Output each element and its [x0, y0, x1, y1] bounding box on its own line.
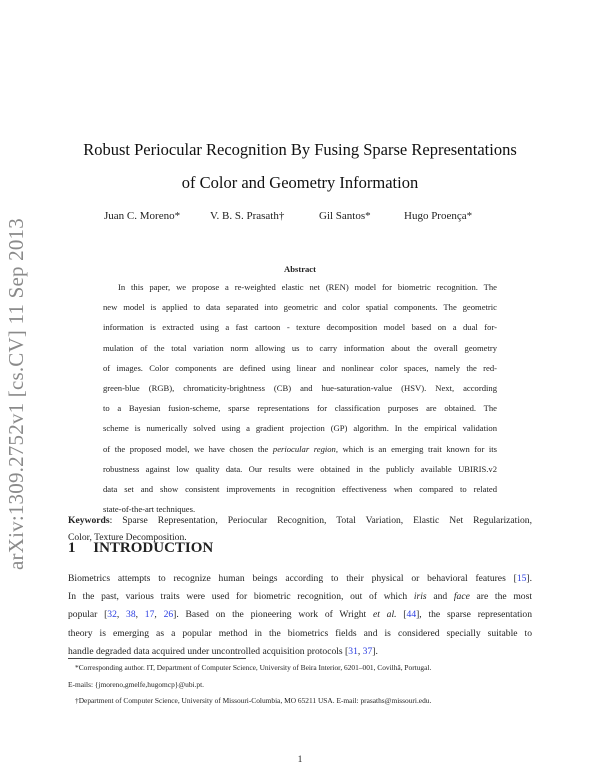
text-segment: [ — [396, 609, 407, 621]
text-segment: mulation of the total variation norm allowing us to carry information about the overall geometry — [103, 342, 497, 353]
section-title: INTRODUCTION — [93, 540, 214, 556]
text-line — [68, 645, 378, 658]
text-line — [103, 321, 497, 333]
text-segment: green-blue (RGB), chromaticity-brightness (CB) and hue-saturation-value (HSV). Next, according — [103, 383, 497, 393]
section-number: 1 — [68, 540, 76, 556]
text-segment: In the past, various traits were used for biometric recognition, out of which — [68, 591, 414, 603]
text-segment: and — [426, 591, 454, 603]
text-segment: of images. Color components are defined using linear and nonlinear color spaces, namely the red- — [103, 362, 497, 373]
text-segment: popular [ — [68, 609, 108, 621]
text-segment: iris — [413, 591, 427, 603]
text-line — [103, 362, 497, 374]
text-segment: new model is applied to data separated into geometric and color spatial components. The geometric — [103, 302, 497, 313]
text-segment: In this paper, we propose a re-weighted elastic net (REN) model for biometric recognition. The — [118, 282, 497, 292]
citation-link[interactable]: 17 — [144, 609, 155, 621]
page-number: 1 — [297, 754, 303, 765]
text-line — [68, 514, 532, 527]
arxiv-stamp: arXiv:1309.2752v1 [cs.CV] 11 Sep 2013 — [4, 218, 28, 570]
text-segment: Biometrics attempts to recognize human beings according to their physical or behavioral features — [68, 573, 514, 584]
citation-link[interactable]: 44 — [406, 609, 417, 621]
author: V. B. S. Prasath† — [210, 210, 285, 222]
text-segment: scheme is numerically solved using a gradient projection (GP) algorithm. In the empirical validation — [103, 423, 497, 434]
text-segment: et al. — [372, 609, 397, 621]
section-heading — [68, 540, 213, 557]
text-segment: information is extracted using a fast cartoon - texture decomposition model based on a dual for- — [103, 322, 497, 333]
citation-link[interactable]: 37 — [362, 645, 373, 657]
paper-title-line-1: Robust Periocular Recognition By Fusing Sparse Representations — [83, 140, 517, 159]
text-segment: data set and show consistent improvements in recognition effectiveness when compared to related — [103, 484, 497, 494]
text-segment: ]. — [526, 573, 532, 584]
text-line — [68, 680, 204, 690]
text-line — [75, 663, 431, 673]
author: Juan C. Moreno* — [104, 210, 181, 222]
text-segment: Color, Texture Decomposition. — [68, 532, 187, 543]
citation-link[interactable]: 15 — [516, 573, 527, 584]
text-segment: ], the sparse representation — [416, 609, 533, 621]
text-segment: , — [116, 609, 127, 621]
text-segment: , — [154, 609, 164, 621]
text-segment: of the proposed model, we have chosen the — [103, 443, 273, 454]
citation-link[interactable]: 26 — [163, 609, 174, 621]
text-line — [103, 443, 497, 455]
text-segment: robustness against low quality data. Our results were obtained in the publicly available UBIRIS.v2 — [103, 463, 497, 474]
text-segment: [ — [513, 573, 517, 584]
text-line — [103, 402, 497, 414]
text-line — [103, 483, 497, 495]
text-segment: ]. — [372, 645, 378, 657]
text-segment: theory is emerging as a popular method in the biometrics fields and is considered specially suitable to — [68, 627, 532, 639]
text-segment: , — [135, 609, 145, 621]
author: Gil Santos* — [319, 210, 371, 222]
text-segment: face — [453, 591, 470, 603]
abstract-heading: Abstract — [284, 264, 316, 274]
text-line — [103, 422, 497, 434]
text-segment: to a Bayesian fusion-scheme, sparse representations for classification purposes are obtained. The — [103, 403, 497, 414]
text-segment: periocular region — [272, 443, 336, 454]
text-segment: state-of-the-art techniques. — [103, 504, 196, 515]
text-segment: , which is an emerging trait known for its — [335, 443, 498, 454]
text-line — [103, 342, 497, 354]
text-line — [68, 608, 532, 621]
author: Hugo Proença* — [404, 210, 473, 222]
text-line — [68, 627, 532, 640]
text-segment: : Sparse Representation, Periocular Recognition, Total Variation, Elastic Net Regularization, — [109, 515, 532, 526]
text-segment: handle degraded data acquired under uncontrolled acquisition protocols [ — [68, 645, 349, 657]
text-line — [68, 590, 532, 603]
citation-link[interactable]: 32 — [107, 609, 117, 621]
text-segment: *Corresponding author. IT, Department of Computer Science, University of Beira Interior, 6201–001, Covilhã, Portugal. — [75, 663, 432, 672]
text-segment: Keywords — [68, 515, 110, 526]
text-line — [68, 572, 532, 585]
footnote-rule — [68, 658, 246, 659]
text-line — [118, 281, 497, 293]
text-line — [103, 382, 497, 394]
citation-link[interactable]: 38 — [126, 609, 136, 621]
text-line — [75, 696, 431, 706]
paper-title-line-2: of Color and Geometry Information — [181, 173, 419, 192]
text-segment: ]. Based on the pioneering work of Wright — [173, 609, 373, 621]
citation-link[interactable]: 31 — [348, 645, 358, 657]
text-segment: E-mails: {jmoreno,gmelfe,hugomcp}@ubi.pt. — [68, 680, 205, 689]
text-segment: are the most — [469, 591, 532, 603]
text-segment: †Department of Computer Science, University of Missouri-Columbia, MO 65211 USA. E-mail: prasaths@missouri.edu. — [75, 696, 432, 705]
text-segment: , — [357, 645, 363, 657]
text-line — [103, 463, 497, 475]
text-line — [103, 301, 497, 313]
